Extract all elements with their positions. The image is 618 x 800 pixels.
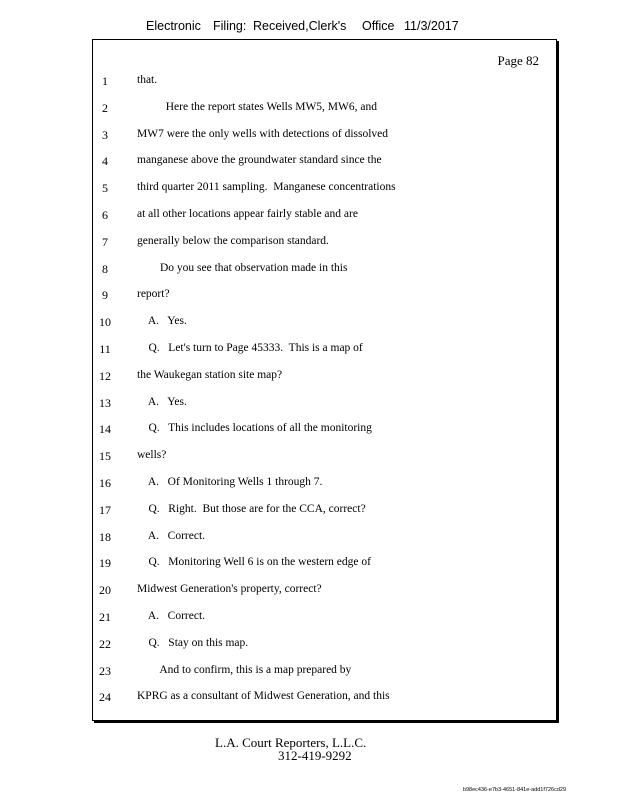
transcript-line: third quarter 2011 sampling. Manganese concentrations bbox=[137, 181, 396, 194]
filing-stamp-header bbox=[0, 19, 618, 39]
stamp-date: 11/3/2017 bbox=[404, 19, 459, 33]
line-number: 18 bbox=[99, 529, 111, 544]
line-number: 23 bbox=[99, 663, 111, 678]
line-number: 8 bbox=[102, 261, 108, 276]
transcript-line: And to confirm, this is a map prepared by bbox=[137, 663, 352, 676]
transcript-line: report? bbox=[137, 288, 170, 301]
transcript-line: manganese above the groundwater standard since the bbox=[137, 154, 382, 167]
line-number: 5 bbox=[102, 181, 108, 196]
line-number: 21 bbox=[99, 610, 111, 624]
transcript-line: A. Correct. bbox=[137, 610, 206, 622]
line-number: 7 bbox=[102, 234, 108, 249]
line-number: 9 bbox=[102, 288, 108, 303]
line-number: 2 bbox=[102, 100, 108, 115]
court-reporter-phone: 312-419-9292 bbox=[278, 748, 352, 763]
transcript-line: Q. Right. But those are for the CCA, correct? bbox=[137, 502, 366, 515]
transcript-line: A. Yes. bbox=[137, 395, 187, 408]
transcript-line: Midwest Generation's property, correct? bbox=[137, 583, 322, 596]
document-id: b98ec436-e7b3-4651-841e-add1f726cd29 bbox=[462, 787, 566, 793]
transcript-line: MW7 were the only wells with detections of dissolved bbox=[137, 127, 389, 140]
transcript-line: Q. This includes locations of all the monitoring bbox=[137, 422, 372, 435]
stamp-received-clerks: Received,Clerk's bbox=[253, 19, 347, 33]
line-number: 6 bbox=[102, 208, 108, 222]
stamp-office: Office bbox=[362, 19, 395, 33]
line-number: 22 bbox=[99, 636, 111, 651]
line-number: 14 bbox=[99, 422, 111, 437]
line-number: 17 bbox=[99, 502, 111, 517]
page-number: Page 82 bbox=[497, 53, 539, 68]
line-number: 10 bbox=[99, 315, 111, 330]
transcript-line: Here the report states Wells MW5, MW6, and bbox=[137, 100, 377, 113]
court-reporter-firm: L.A. Court Reporters, L.L.C. bbox=[215, 735, 367, 750]
stamp-electronic: Electronic bbox=[146, 19, 201, 33]
line-number: 3 bbox=[102, 127, 108, 142]
line-number: 13 bbox=[99, 395, 111, 410]
line-number: 4 bbox=[102, 154, 108, 169]
transcript-line: wells? bbox=[137, 449, 167, 462]
line-number: 24 bbox=[99, 690, 111, 705]
transcript-line: A. Of Monitoring Wells 1 through 7. bbox=[137, 476, 323, 488]
transcript-line: KPRG as a consultant of Midwest Generation, and this bbox=[137, 690, 390, 703]
transcript-line: the Waukegan station site map? bbox=[137, 368, 283, 381]
transcript-line: Q. Stay on this map. bbox=[137, 636, 249, 649]
line-number: 20 bbox=[99, 583, 111, 598]
transcript-line: Q. Let's turn to Page 45333. This is a map of bbox=[137, 342, 363, 354]
transcript-line: A. Yes. bbox=[137, 315, 187, 328]
stamp-filing: Filing: bbox=[213, 19, 247, 33]
transcript-line: generally below the comparison standard. bbox=[137, 234, 329, 247]
line-number: 12 bbox=[99, 368, 111, 383]
line-number: 15 bbox=[99, 449, 111, 464]
line-number: 11 bbox=[99, 342, 111, 356]
transcript-line: at all other locations appear fairly stable and are bbox=[137, 208, 358, 220]
transcript-page bbox=[92, 39, 557, 721]
transcript-line: Q. Monitoring Well 6 is on the western edge of bbox=[137, 556, 371, 569]
line-number: 1 bbox=[102, 74, 108, 88]
transcript-line: A. Correct. bbox=[137, 529, 206, 542]
transcript-line: Do you see that observation made in this bbox=[137, 261, 348, 274]
line-number: 19 bbox=[99, 556, 111, 571]
line-number: 16 bbox=[99, 476, 111, 490]
transcript-line: that. bbox=[137, 74, 158, 86]
